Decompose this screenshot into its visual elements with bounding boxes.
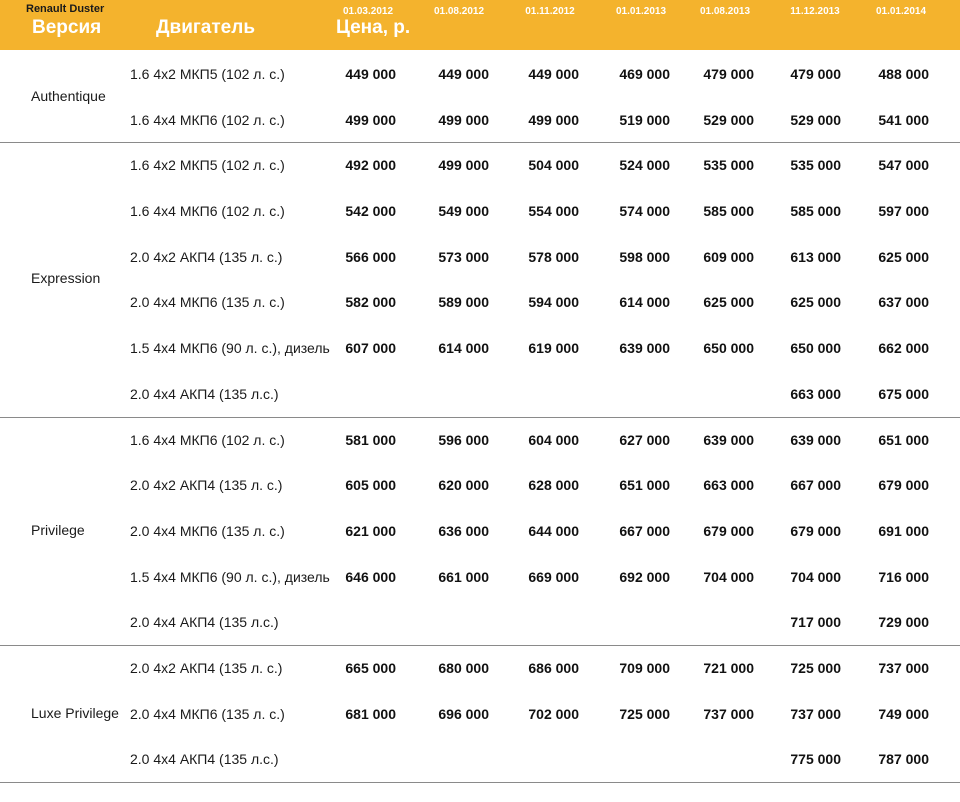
date-header: 01.03.2012 — [342, 6, 394, 17]
engine-cell: 2.0 4x2 АКП4 (135 л. с.) — [130, 248, 283, 265]
price-cell: 620 000 — [438, 477, 489, 494]
engine-cell: 1.5 4x4 МКП6 (90 л. с.), дизель — [130, 340, 330, 357]
price-cell: 627 000 — [619, 431, 670, 448]
price-cell: 669 000 — [528, 568, 579, 585]
price-cell: 598 000 — [619, 248, 670, 265]
date-header: 01.01.2014 — [875, 6, 927, 17]
table-row — [0, 417, 960, 463]
price-cell: 775 000 — [790, 751, 841, 768]
engine-cell: 2.0 4x4 АКП4 (135 л.с.) — [130, 385, 279, 402]
price-cell: 581 000 — [345, 431, 396, 448]
price-cell: 499 000 — [438, 111, 489, 128]
price-cell: 639 000 — [703, 431, 754, 448]
price-cell: 749 000 — [878, 705, 929, 722]
version-group — [0, 645, 960, 783]
price-cell: 661 000 — [438, 568, 489, 585]
version-group — [0, 417, 960, 647]
price-cell: 469 000 — [619, 66, 670, 82]
engine-cell: 2.0 4x2 АКП4 (135 л. с.) — [130, 660, 283, 677]
table-row — [0, 736, 960, 782]
brand-label: Renault Duster — [26, 3, 105, 15]
price-cell: 681 000 — [345, 705, 396, 722]
price-cell: 574 000 — [619, 203, 670, 220]
engine-cell: 1.6 4x4 МКП6 (102 л. с.) — [130, 431, 285, 448]
date-header: 01.11.2012 — [525, 6, 575, 17]
table-row — [0, 188, 960, 234]
table-row — [0, 325, 960, 371]
table-row — [0, 279, 960, 325]
price-cell: 499 000 — [438, 157, 489, 174]
table-row — [0, 599, 960, 645]
version-name: Privilege — [31, 521, 85, 538]
price-cell: 787 000 — [878, 751, 929, 768]
price-cell: 702 000 — [528, 705, 579, 722]
price-cell: 585 000 — [790, 203, 841, 220]
version-column-header: Версия — [32, 17, 102, 38]
price-cell: 651 000 — [619, 477, 670, 494]
table-row — [0, 234, 960, 280]
price-cell: 717 000 — [790, 614, 841, 631]
price-cell: 667 000 — [619, 522, 670, 539]
price-cell: 650 000 — [790, 340, 841, 357]
engine-cell: 1.6 4x2 МКП5 (102 л. с.) — [130, 66, 285, 82]
price-cell: 596 000 — [438, 431, 489, 448]
price-cell: 604 000 — [528, 431, 579, 448]
engine-cell: 1.6 4x4 МКП6 (102 л. с.) — [130, 203, 285, 220]
price-cell: 614 000 — [438, 340, 489, 357]
price-cell: 479 000 — [790, 66, 841, 82]
price-cell: 680 000 — [438, 660, 489, 677]
price-cell: 625 000 — [878, 248, 929, 265]
price-cell: 636 000 — [438, 522, 489, 539]
date-header: 11.12.2013 — [790, 6, 840, 17]
price-cell: 554 000 — [528, 203, 579, 220]
price-cell: 644 000 — [528, 522, 579, 539]
price-cell: 637 000 — [878, 294, 929, 311]
table-header — [0, 0, 960, 50]
price-cell: 686 000 — [528, 660, 579, 677]
price-cell: 614 000 — [619, 294, 670, 311]
price-cell: 535 000 — [790, 157, 841, 174]
price-cell: 449 000 — [528, 66, 579, 82]
price-cell: 492 000 — [345, 157, 396, 174]
version-name: Authentique — [31, 87, 106, 104]
price-cell: 639 000 — [790, 431, 841, 448]
price-cell: 449 000 — [345, 66, 396, 82]
price-cell: 737 000 — [790, 705, 841, 722]
table-row — [0, 691, 960, 737]
table-row — [0, 645, 960, 691]
price-cell: 729 000 — [878, 614, 929, 631]
version-name: Luxe Privilege — [31, 704, 119, 721]
engine-cell: 2.0 4x2 АКП4 (135 л. с.) — [130, 477, 283, 494]
price-cell: 605 000 — [345, 477, 396, 494]
version-name: Expression — [31, 270, 101, 287]
price-cell: 609 000 — [703, 248, 754, 265]
version-group — [0, 142, 960, 417]
engine-cell: 2.0 4x4 МКП6 (135 л. с.) — [130, 522, 285, 539]
price-cell: 696 000 — [438, 705, 489, 722]
price-cell: 449 000 — [438, 66, 489, 82]
price-cell: 628 000 — [528, 477, 579, 494]
price-cell: 709 000 — [619, 660, 670, 677]
price-cell: 529 000 — [790, 111, 841, 128]
price-cell: 663 000 — [703, 477, 754, 494]
price-cell: 665 000 — [345, 660, 396, 677]
price-cell: 524 000 — [619, 157, 670, 174]
price-cell: 691 000 — [878, 522, 929, 539]
price-cell: 651 000 — [878, 431, 929, 448]
price-cell: 499 000 — [345, 111, 396, 128]
price-cell: 488 000 — [878, 66, 929, 82]
engine-cell: 1.6 4x4 МКП6 (102 л. с.) — [130, 111, 285, 128]
price-cell: 679 000 — [703, 522, 754, 539]
engine-cell: 1.5 4x4 МКП6 (90 л. с.), дизель — [130, 568, 330, 585]
price-cell: 621 000 — [345, 522, 396, 539]
price-cell: 504 000 — [528, 157, 579, 174]
price-cell: 625 000 — [703, 294, 754, 311]
price-cell: 663 000 — [790, 385, 841, 402]
price-cell: 625 000 — [790, 294, 841, 311]
date-header: 01.01.2013 — [615, 6, 667, 17]
price-cell: 725 000 — [790, 660, 841, 677]
price-cell: 675 000 — [878, 385, 929, 402]
price-cell: 589 000 — [438, 294, 489, 311]
table-row — [0, 142, 960, 188]
price-cell: 479 000 — [703, 66, 754, 82]
price-cell: 619 000 — [528, 340, 579, 357]
price-cell: 679 000 — [878, 477, 929, 494]
price-cell: 646 000 — [345, 568, 396, 585]
price-cell: 692 000 — [619, 568, 670, 585]
price-cell: 704 000 — [790, 568, 841, 585]
engine-cell: 2.0 4x4 АКП4 (135 л.с.) — [130, 614, 279, 631]
price-cell: 519 000 — [619, 111, 670, 128]
price-cell: 549 000 — [438, 203, 489, 220]
table-row — [0, 508, 960, 554]
price-cell: 667 000 — [790, 477, 841, 494]
price-cell: 725 000 — [619, 705, 670, 722]
price-cell: 566 000 — [345, 248, 396, 265]
price-cell: 607 000 — [345, 340, 396, 357]
price-cell: 679 000 — [790, 522, 841, 539]
engine-cell: 2.0 4x4 АКП4 (135 л.с.) — [130, 751, 279, 768]
price-cell: 704 000 — [703, 568, 754, 585]
table-row — [0, 97, 960, 143]
price-cell: 737 000 — [878, 660, 929, 677]
price-cell: 737 000 — [703, 705, 754, 722]
price-cell: 597 000 — [878, 203, 929, 220]
table-row — [0, 462, 960, 508]
price-cell: 639 000 — [619, 340, 670, 357]
price-cell: 542 000 — [345, 203, 396, 220]
price-cell: 613 000 — [790, 248, 841, 265]
price-cell: 573 000 — [438, 248, 489, 265]
price-cell: 578 000 — [528, 248, 579, 265]
version-group — [0, 51, 960, 143]
price-cell: 499 000 — [528, 111, 579, 128]
engine-cell: 1.6 4x2 МКП5 (102 л. с.) — [130, 157, 285, 174]
engine-cell: 2.0 4x4 МКП6 (135 л. с.) — [130, 705, 285, 722]
date-header: 01.08.2013 — [699, 6, 751, 17]
price-cell: 582 000 — [345, 294, 396, 311]
price-column-header: Цена, р. — [336, 17, 411, 38]
price-cell: 721 000 — [703, 660, 754, 677]
price-cell: 716 000 — [878, 568, 929, 585]
price-cell: 662 000 — [878, 340, 929, 357]
price-cell: 547 000 — [878, 157, 929, 174]
table-row — [0, 371, 960, 417]
price-cell: 535 000 — [703, 157, 754, 174]
price-cell: 541 000 — [878, 111, 929, 128]
price-cell: 529 000 — [703, 111, 754, 128]
engine-column-header: Двигатель — [156, 17, 255, 38]
price-cell: 650 000 — [703, 340, 754, 357]
date-header: 01.08.2012 — [433, 6, 485, 17]
engine-cell: 2.0 4x4 МКП6 (135 л. с.) — [130, 294, 285, 311]
price-cell: 585 000 — [703, 203, 754, 220]
price-cell: 594 000 — [528, 294, 579, 311]
table-row — [0, 51, 960, 97]
table-row — [0, 554, 960, 600]
